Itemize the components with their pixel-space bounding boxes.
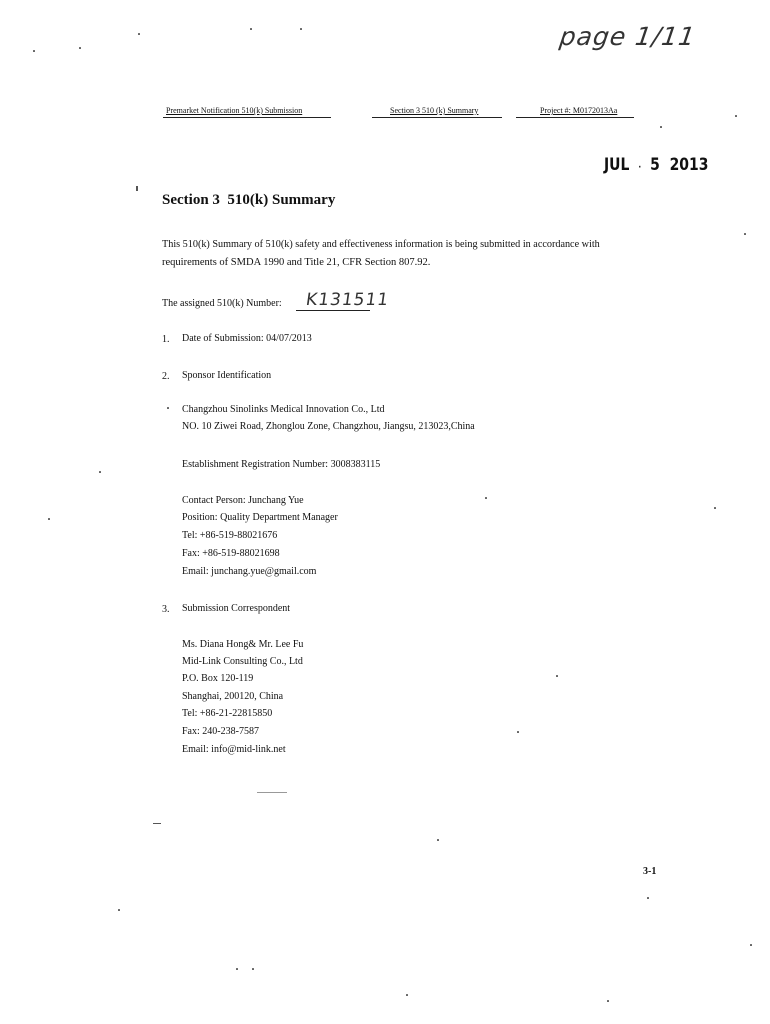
item-1-number: 1. — [162, 334, 170, 345]
header-right: Project #: M0172013Aa — [540, 106, 618, 115]
assigned-number-handwritten: K131511 — [304, 290, 391, 310]
correspondent-pobox: P.O. Box 120-119 — [182, 673, 254, 684]
header-center: Section 3 510 (k) Summary — [390, 106, 479, 115]
handwritten-page-number: page 1/11 — [557, 22, 698, 51]
correspondent-names: Ms. Diana Hong& Mr. Lee Fu — [182, 639, 304, 650]
correspondent-email: Email: info@mid-link.net — [182, 744, 286, 755]
header-rule-left — [163, 117, 331, 118]
assigned-number-line — [296, 310, 370, 311]
item-1-label: Date of Submission: 04/07/2013 — [182, 333, 312, 344]
section-title: Section 3 510(k) Summary — [162, 192, 336, 208]
sponsor-address: NO. 10 Ziwei Road, Zhonglou Zone, Changzhou, Jiangsu, 213023,China — [182, 421, 475, 432]
stamp-year: 2013 — [669, 155, 709, 175]
intro-line-2: requirements of SMDA 1990 and Title 21, CFR Section 807.92. — [162, 257, 431, 268]
page-number: 3-1 — [643, 866, 657, 877]
sponsor-fax: Fax: +86-519-88021698 — [182, 548, 280, 559]
correspondent-city: Shanghai, 200120, China — [182, 691, 284, 702]
sponsor-company: Changzhou Sinolinks Medical Innovation Co., Ltd — [182, 404, 385, 415]
received-date-stamp — [604, 155, 708, 175]
sponsor-email: Email: junchang.yue@gmail.com — [182, 566, 317, 577]
header-rule-center — [372, 117, 502, 118]
stamp-month: JUL — [604, 155, 630, 175]
header-left: Premarket Notification 510(k) Submission — [166, 106, 303, 115]
sponsor-contact: Contact Person: Junchang Yue — [182, 495, 304, 506]
sponsor-tel: Tel: +86-519-88021676 — [182, 530, 278, 541]
intro-paragraph — [162, 236, 672, 272]
correspondent-company: Mid-Link Consulting Co., Ltd — [182, 656, 303, 667]
stamp-dot: · — [638, 163, 642, 173]
sponsor-registration: Establishment Registration Number: 3008383115 — [182, 459, 381, 470]
correspondent-fax: Fax: 240-238-7587 — [182, 726, 259, 737]
item-2-number: 2. — [162, 371, 170, 382]
stamp-day: 5 — [650, 155, 660, 175]
item-2-label: Sponsor Identification — [182, 370, 272, 381]
sponsor-position: Position: Quality Department Manager — [182, 512, 338, 523]
item-3-number: 3. — [162, 604, 170, 615]
correspondent-tel: Tel: +86-21-22815850 — [182, 708, 273, 719]
item-3-label: Submission Correspondent — [182, 603, 291, 614]
intro-line-1: This 510(k) Summary of 510(k) safety and effectiveness information is being submitted in accordance with — [162, 239, 600, 250]
assigned-number-label: The assigned 510(k) Number: — [162, 298, 282, 309]
header-rule-right — [516, 117, 634, 118]
